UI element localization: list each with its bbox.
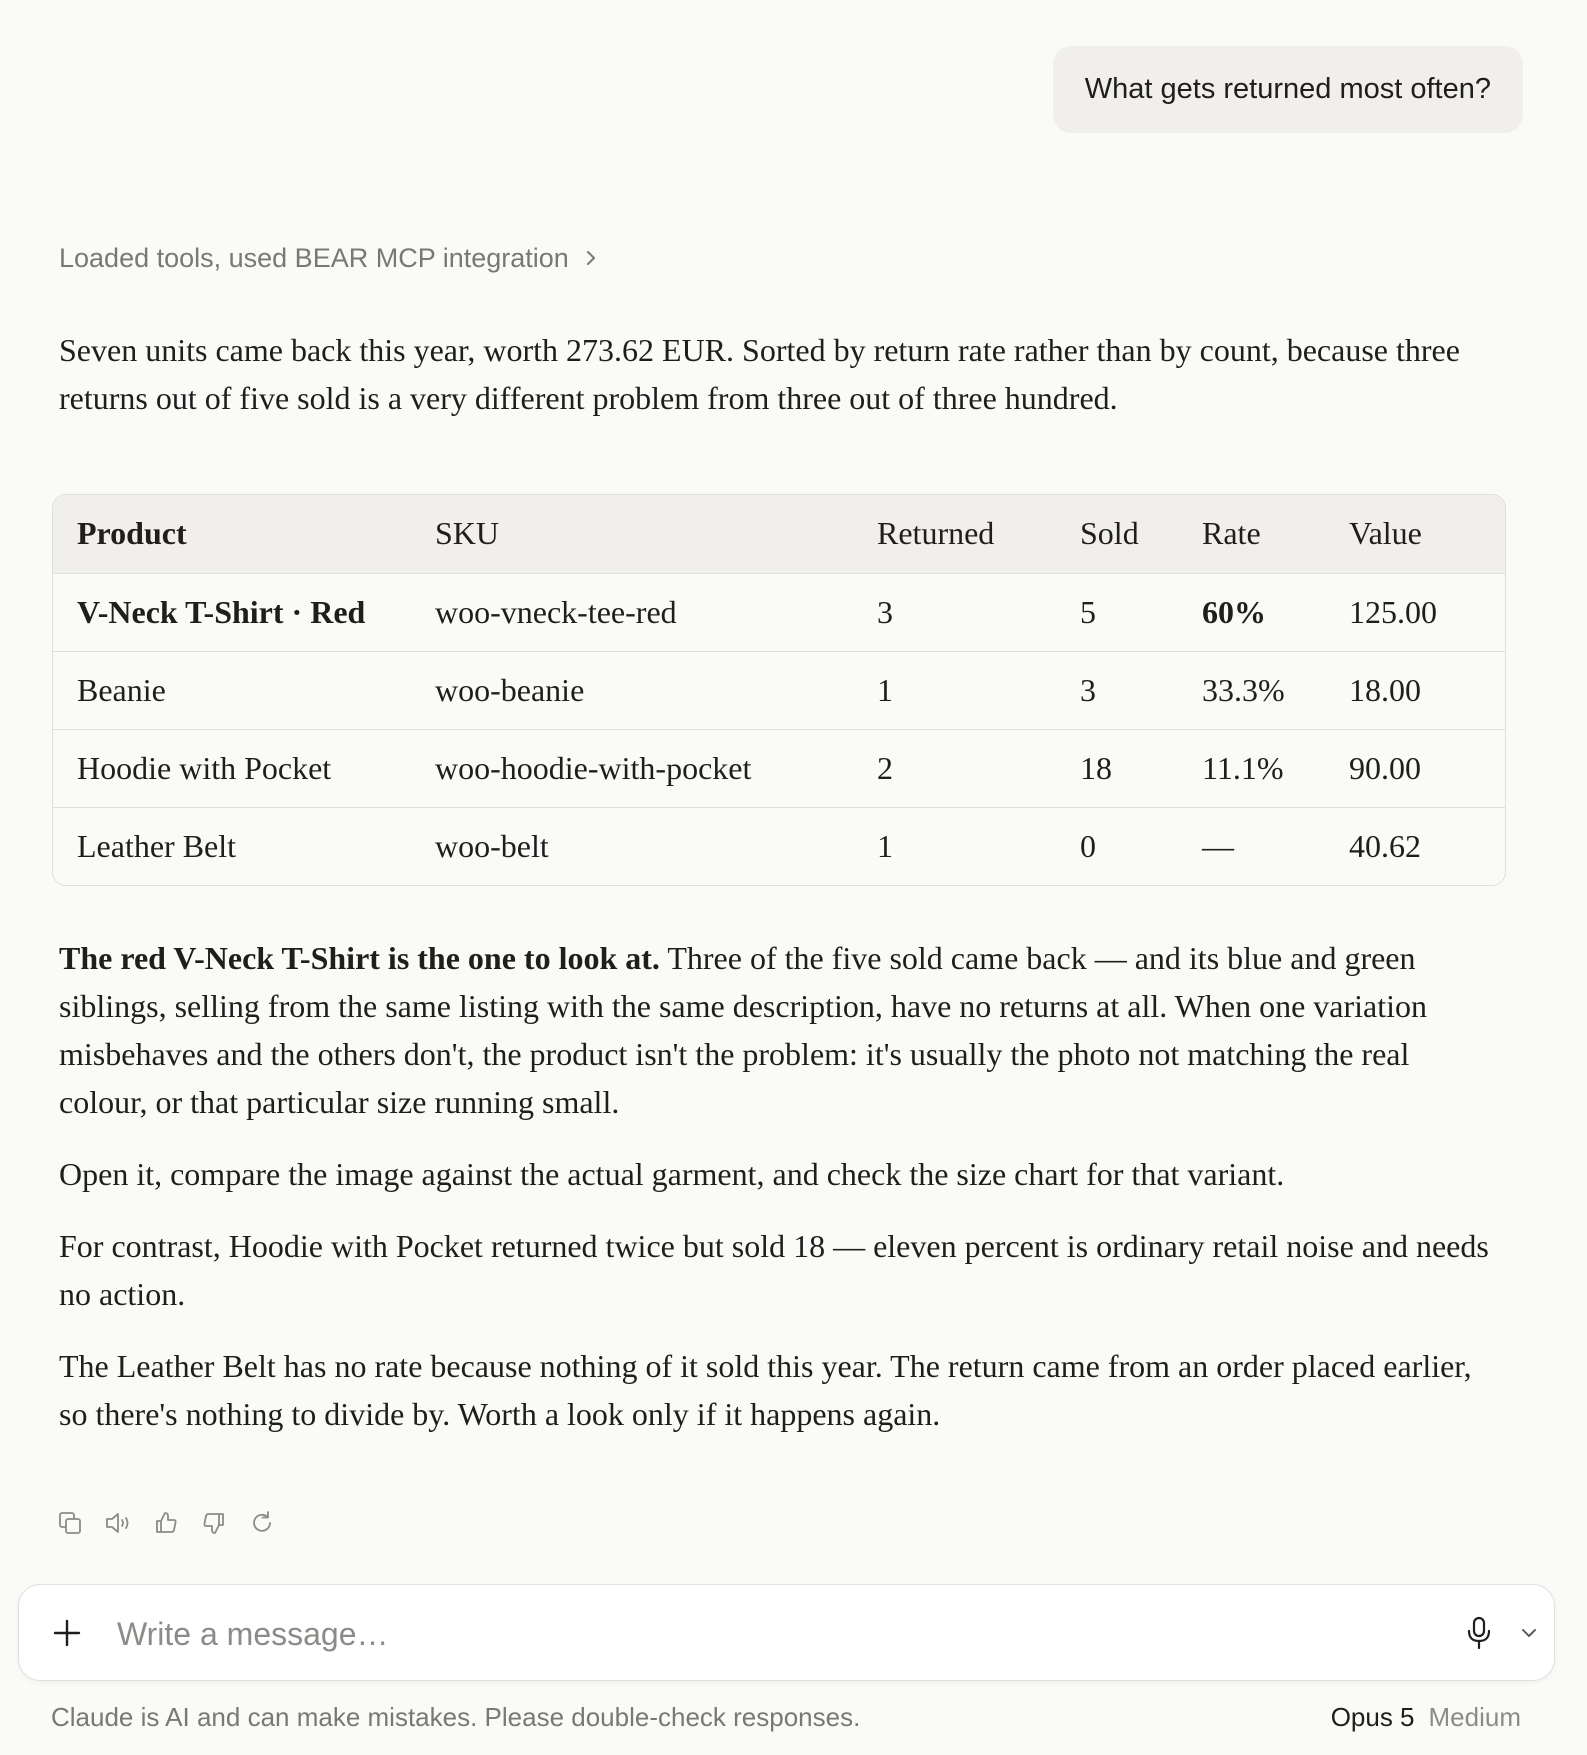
cell-rate: 60% (1202, 593, 1266, 630)
voice-options-dropdown[interactable] (1517, 1619, 1541, 1647)
plus-icon (52, 1618, 82, 1648)
message-composer (18, 1584, 1555, 1681)
cell-returned: 3 (877, 593, 893, 630)
cell-sold: 18 (1080, 749, 1112, 786)
cell-product: V-Neck T-Shirt · Red (77, 593, 366, 630)
table-row (53, 573, 1505, 651)
retry-icon[interactable] (248, 1509, 276, 1537)
cell-returned: 1 (877, 827, 893, 864)
tools-summary-text: Loaded tools, used BEAR MCP integration (59, 242, 569, 273)
cell-returned: 2 (877, 749, 893, 786)
chevron-down-icon (1520, 1627, 1538, 1639)
cell-sku: woo-belt (435, 827, 549, 864)
model-selector[interactable] (1331, 1702, 1521, 1733)
cell-value: 40.62 (1349, 827, 1421, 864)
thumbs-down-icon[interactable] (200, 1509, 228, 1537)
cell-rate: 33.3% (1202, 671, 1285, 708)
cell-sku: woo-vneck-tee-red (435, 593, 677, 630)
header-sku: SKU (435, 515, 500, 552)
message-input[interactable] (115, 1605, 1419, 1663)
header-sold: Sold (1080, 515, 1139, 552)
cell-sold: 3 (1080, 671, 1096, 708)
paragraph-action: Open it, compare the image against the actual garment, and check the size chart for that variant. (59, 1156, 1285, 1192)
add-attachment-button[interactable] (49, 1615, 85, 1651)
cell-returned: 1 (877, 671, 893, 708)
cell-value: 90.00 (1349, 749, 1421, 786)
tools-summary-toggle[interactable] (59, 238, 597, 278)
table-row (53, 729, 1505, 807)
cell-sku: woo-hoodie-with-pocket (435, 749, 752, 786)
microphone-icon (1466, 1616, 1492, 1650)
table-row (53, 651, 1505, 729)
chevron-right-icon (585, 248, 597, 268)
cell-sold: 0 (1080, 827, 1096, 864)
model-name: Opus 5 (1330, 1702, 1415, 1732)
cell-sku: woo-beanie (435, 671, 585, 708)
paragraph-contrast: For contrast, Hoodie with Pocket returned twice but sold 18 — eleven percent is ordinary retail noise and needs no action. (59, 1228, 1489, 1312)
cell-product: Leather Belt (77, 827, 237, 864)
effort-level: Medium (1428, 1702, 1521, 1732)
paragraph-belt: The Leather Belt has no rate because nothing of it sold this year. The return came from an order placed earlier, so there's nothing to divide by. Worth a look only if it happens again. (59, 1348, 1472, 1432)
cell-product: Beanie (77, 671, 166, 708)
answer-body (59, 934, 1499, 1438)
table-row (53, 807, 1505, 885)
user-message-text: What gets returned most often? (1084, 73, 1491, 105)
paragraph-main-lead: The red V-Neck T-Shirt is the one to look at. (59, 940, 660, 976)
header-value: Value (1349, 515, 1422, 552)
header-product: Product (77, 515, 187, 552)
cell-value: 125.00 (1349, 593, 1437, 630)
cell-product: Hoodie with Pocket (77, 749, 332, 786)
paragraph-main-rest: Three of the five sold came back — and its blue and green siblings, selling from the same listing with the same description, have no returns at all. When one variation misbehaves and the others don't, the product isn't the problem: it's usually the photo not matching the real colour, or that particular size running small. (59, 940, 1427, 1120)
returns-table (52, 494, 1506, 886)
message-actions (56, 1509, 276, 1537)
paragraph-main (59, 934, 1499, 1126)
speaker-icon[interactable] (104, 1509, 132, 1537)
cell-rate: 11.1% (1202, 749, 1284, 786)
header-rate: Rate (1202, 515, 1261, 552)
user-message-bubble (1053, 46, 1523, 133)
table-header-row (53, 495, 1505, 573)
intro-paragraph: Seven units came back this year, worth 273.62 EUR. Sorted by return rate rather than by count, because three returns out of five sold is a very different problem from three out of three hundred. (59, 332, 1460, 416)
cell-rate: — (1202, 827, 1234, 864)
thumbs-up-icon[interactable] (152, 1509, 180, 1537)
answer-intro (59, 326, 1499, 422)
cell-sold: 5 (1080, 593, 1096, 630)
copy-icon[interactable] (56, 1509, 84, 1537)
header-returned: Returned (877, 515, 995, 552)
cell-value: 18.00 (1349, 671, 1421, 708)
voice-input-button[interactable] (1461, 1615, 1497, 1651)
disclaimer-text: Claude is AI and can make mistakes. Please double-check responses. (51, 1702, 861, 1732)
